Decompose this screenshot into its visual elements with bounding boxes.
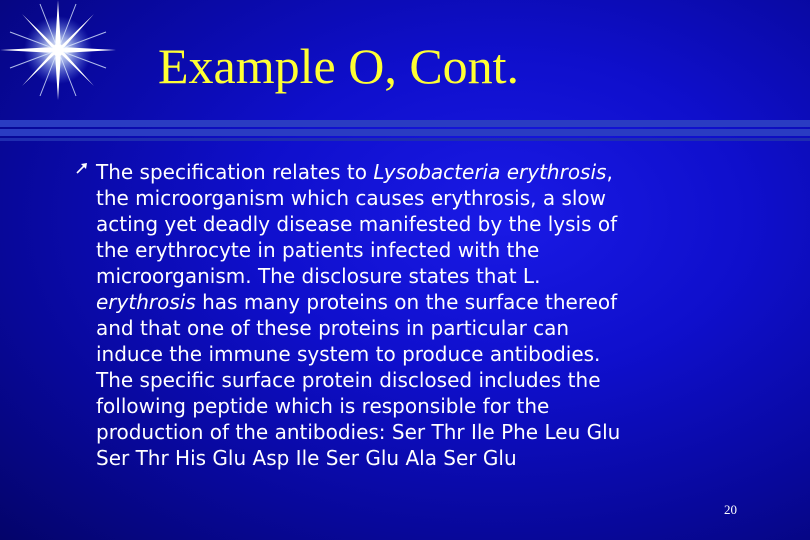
slide-body-text [96,159,756,471]
text-run: following peptide which is responsible for the [96,394,550,418]
body-text-line [96,445,756,471]
italic-text-run: erythrosis [96,290,196,314]
text-run: The specific surface protein disclosed includes the [96,368,601,392]
title-divider [0,138,810,141]
body-text-line [96,315,756,341]
page-number: 20 [724,502,737,517]
text-run: and that one of these proteins in particular can [96,316,570,340]
text-run: Ser Thr His Glu Asp Ile Ser Glu Ala Ser Glu [96,446,517,470]
text-run: induce the immune system to produce antibodies. [96,342,601,366]
text-run: , [606,160,613,184]
body-text-line [96,237,756,263]
arrow-up-right-icon [74,160,90,176]
starburst-icon [0,0,120,120]
body-text-line [96,419,756,445]
body-text-line [96,159,756,185]
title-divider [0,129,810,136]
body-text-line [96,211,756,237]
text-run: The specification relates to [96,160,374,184]
slide-title: Example O, Cont. [158,38,520,94]
text-run: microorganism. The disclosure states that L. [96,264,541,288]
body-text-line [96,393,756,419]
body-text-line [96,185,756,211]
text-run: has many proteins on the surface thereof [195,290,618,314]
text-run: acting yet deadly disease manifested by the lysis of [96,212,618,236]
body-text-line [96,263,756,289]
text-run: the erythrocyte in patients infected with the [96,238,540,262]
italic-text-run: Lysobacteria erythrosis [373,160,607,184]
text-run: production of the antibodies: Ser Thr Ile Phe Leu Glu [96,420,621,444]
body-text-line [96,341,756,367]
text-run: the microorganism which causes erythrosis, a slow [96,186,607,210]
body-text-line [96,289,756,315]
body-text-line [96,367,756,393]
title-divider [0,120,810,127]
